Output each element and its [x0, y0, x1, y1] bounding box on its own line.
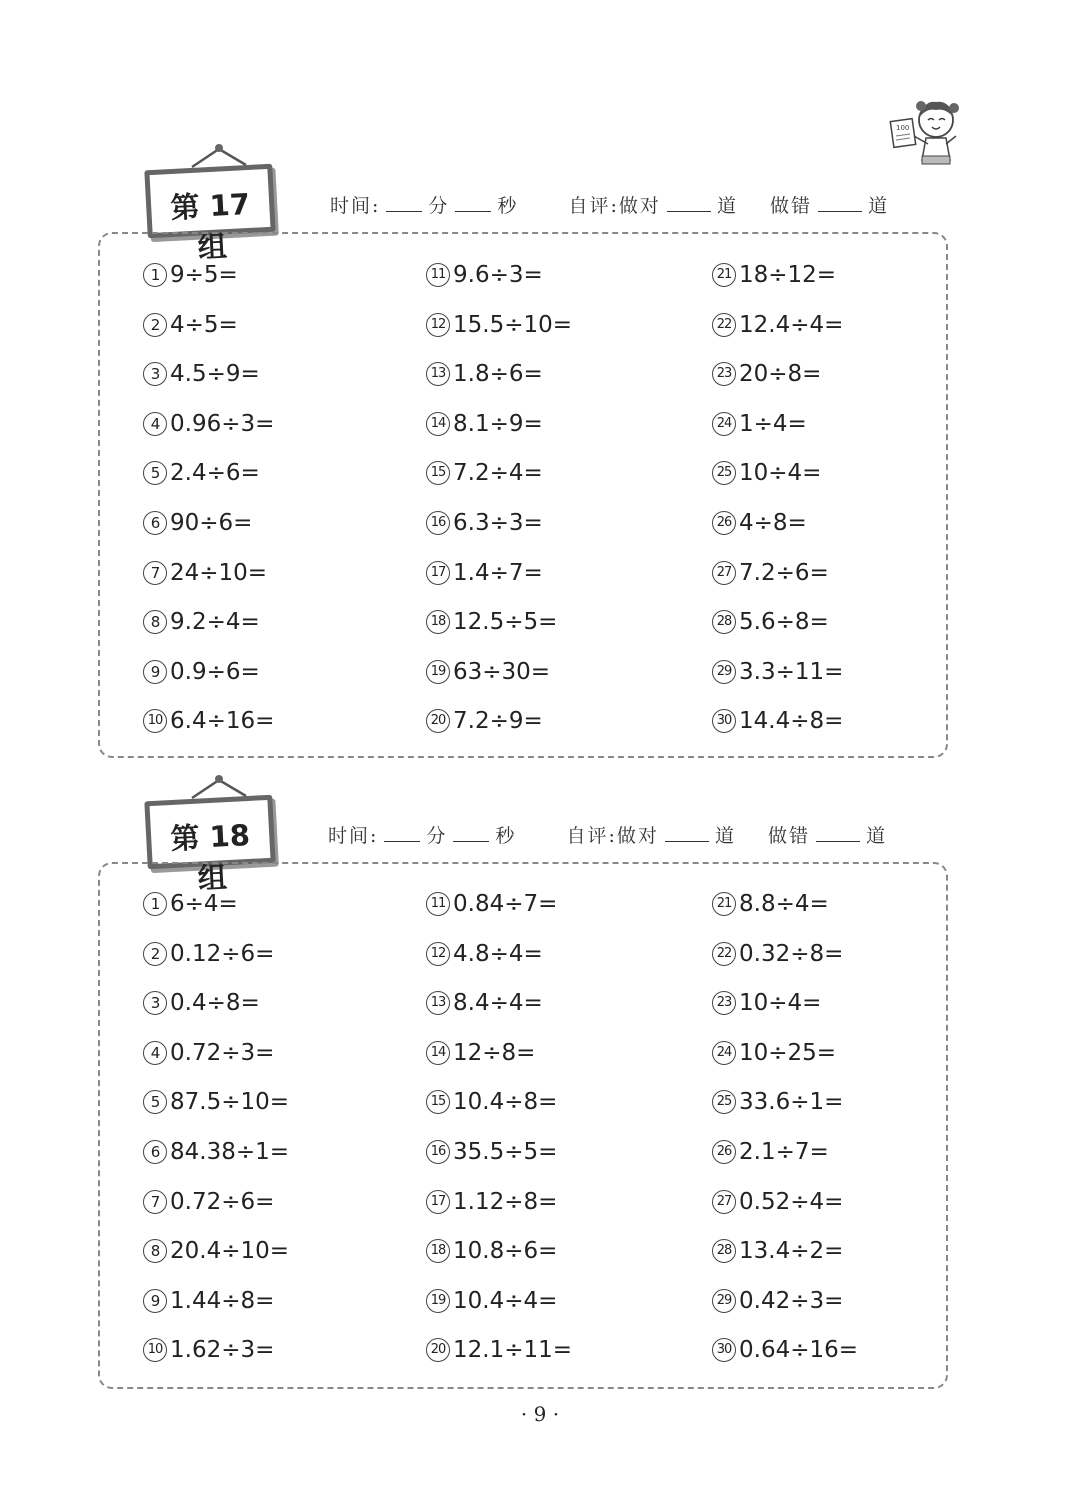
problem-item — [712, 1040, 836, 1066]
problem-expression: 0.9÷6= — [170, 658, 260, 685]
problem-number-circle: 12 — [426, 313, 450, 337]
problem-expression: 14.4÷8= — [739, 708, 844, 735]
problem-number-circle: 17 — [426, 561, 450, 585]
problem-item — [143, 990, 260, 1016]
page-number: · 9 · — [520, 1402, 560, 1426]
problem-item — [712, 891, 829, 917]
problem-expression: 1.4÷7= — [453, 559, 543, 586]
group-18-header — [328, 821, 887, 848]
problem-item — [712, 609, 829, 635]
problem-number-circle: 27 — [712, 561, 736, 585]
problem-expression: 1.44÷8= — [170, 1287, 275, 1314]
problem-item — [712, 460, 821, 486]
time-label: 时间: — [328, 825, 379, 847]
problem-expression: 3.3÷11= — [739, 658, 844, 685]
seconds-blank[interactable] — [455, 197, 491, 212]
problem-expression: 0.32÷8= — [739, 940, 844, 967]
problem-number-circle: 6 — [143, 1140, 167, 1164]
problem-expression: 9.6÷3= — [453, 262, 543, 288]
problem-expression: 8.8÷4= — [739, 891, 829, 917]
problem-number-circle: 22 — [712, 942, 736, 966]
problem-item — [426, 560, 543, 586]
problem-item — [712, 1189, 843, 1215]
problem-number-circle: 27 — [712, 1190, 736, 1214]
problem-item — [143, 659, 260, 685]
second-label: 秒 — [495, 825, 517, 847]
problem-expression: 24÷10= — [170, 559, 268, 586]
problem-expression: 10÷4= — [739, 460, 822, 487]
problem-number-circle: 26 — [712, 1140, 736, 1164]
problem-number-circle: 1 — [143, 892, 167, 916]
problem-expression: 15.5÷10= — [453, 311, 573, 338]
problem-item — [712, 560, 829, 586]
problem-item — [426, 361, 543, 387]
problem-item — [426, 990, 543, 1016]
self-eval-label: 自评:做对 — [566, 825, 659, 847]
problem-number-circle: 24 — [712, 1041, 736, 1065]
problem-item — [426, 1337, 572, 1363]
time-label: 时间: — [330, 195, 381, 217]
problem-number-circle: 25 — [712, 1090, 736, 1114]
problem-item — [426, 891, 557, 917]
problem-item — [712, 990, 821, 1016]
problem-expression: 10.4÷8= — [453, 1089, 558, 1116]
problem-item — [426, 1139, 557, 1165]
problem-item — [143, 361, 260, 387]
problem-expression: 4.5÷9= — [170, 361, 260, 388]
problem-expression: 35.5÷5= — [453, 1139, 558, 1165]
problem-expression: 12÷8= — [453, 1039, 536, 1066]
problem-item — [712, 1139, 829, 1165]
problem-item — [426, 609, 557, 635]
problem-expression: 84.38÷1= — [170, 1139, 290, 1165]
mascot-board-text: 100 — [896, 124, 910, 132]
problem-number-circle: 13 — [426, 991, 450, 1015]
problem-item — [426, 708, 543, 734]
group-title: 第 18 组 — [169, 817, 251, 896]
problem-expression: 7.2÷4= — [453, 460, 543, 487]
problem-number-circle: 3 — [143, 991, 167, 1015]
second-label: 秒 — [497, 195, 519, 217]
problem-item — [712, 941, 843, 967]
problem-item — [426, 1189, 557, 1215]
problem-expression: 10÷25= — [739, 1039, 837, 1066]
problem-item — [143, 1089, 289, 1115]
problem-number-circle: 7 — [143, 561, 167, 585]
problem-expression: 87.5÷10= — [170, 1089, 290, 1116]
problem-item — [426, 411, 543, 437]
problem-expression: 0.84÷7= — [453, 891, 558, 917]
unit-label: 道 — [716, 195, 738, 217]
problem-number-circle: 16 — [426, 511, 450, 535]
problem-number-circle: 29 — [712, 1289, 736, 1313]
problem-number-circle: 21 — [712, 892, 736, 916]
unit-label: 道 — [714, 825, 736, 847]
problem-expression: 1÷4= — [739, 410, 807, 437]
problem-item — [143, 560, 267, 586]
problem-expression: 12.4÷4= — [739, 311, 844, 338]
problem-item — [426, 1089, 557, 1115]
problem-number-circle: 17 — [426, 1190, 450, 1214]
problem-number-circle: 20 — [426, 709, 450, 733]
problem-number-circle: 9 — [143, 1289, 167, 1313]
problem-expression: 4÷5= — [170, 311, 238, 338]
problem-number-circle: 19 — [426, 1289, 450, 1313]
problem-item — [143, 1288, 274, 1314]
problem-expression: 2.1÷7= — [739, 1139, 829, 1165]
problem-number-circle: 26 — [712, 511, 736, 535]
problem-number-circle: 21 — [712, 263, 736, 287]
problem-number-circle: 12 — [426, 942, 450, 966]
problem-number-circle: 29 — [712, 660, 736, 684]
unit-label: 道 — [868, 195, 890, 217]
problem-expression: 9.2÷4= — [170, 609, 260, 636]
problem-item — [712, 1238, 843, 1264]
problem-expression: 1.12÷8= — [453, 1188, 558, 1215]
problem-item — [426, 262, 543, 288]
problem-expression: 12.5÷5= — [453, 609, 558, 636]
minute-label: 分 — [426, 825, 448, 847]
problem-expression: 20.4÷10= — [170, 1238, 290, 1265]
problem-item — [712, 1089, 843, 1115]
problem-number-circle: 30 — [712, 1338, 736, 1362]
wrong-label: 做错 — [768, 825, 811, 847]
problem-item — [143, 262, 238, 288]
seconds-blank[interactable] — [453, 827, 489, 842]
problem-expression: 0.64÷16= — [739, 1337, 859, 1364]
problem-number-circle: 10 — [143, 1338, 167, 1362]
problem-number-circle: 20 — [426, 1338, 450, 1362]
problem-expression: 6.4÷16= — [170, 708, 275, 735]
problem-expression: 12.1÷11= — [453, 1337, 573, 1364]
problem-expression: 0.4÷8= — [170, 990, 260, 1017]
problem-item — [712, 1337, 858, 1363]
problem-item — [426, 510, 543, 536]
problem-item — [426, 941, 543, 967]
problem-number-circle: 2 — [143, 942, 167, 966]
problem-number-circle: 11 — [426, 892, 450, 916]
problem-item — [143, 1139, 289, 1165]
wrong-count-blank[interactable] — [818, 197, 862, 212]
problem-item — [143, 510, 252, 536]
problem-expression: 20÷8= — [739, 361, 822, 388]
problem-number-circle: 7 — [143, 1190, 167, 1214]
problem-number-circle: 3 — [143, 362, 167, 386]
problem-number-circle: 2 — [143, 313, 167, 337]
problem-expression: 9÷5= — [170, 262, 238, 288]
problem-expression: 0.96÷3= — [170, 410, 275, 437]
problem-expression: 63÷30= — [453, 658, 551, 685]
problem-item — [712, 411, 807, 437]
problem-expression: 8.4÷4= — [453, 990, 543, 1017]
problem-expression: 1.62÷3= — [170, 1337, 275, 1364]
problem-expression: 0.12÷6= — [170, 940, 275, 967]
problem-expression: 8.1÷9= — [453, 410, 543, 437]
problem-expression: 6.3÷3= — [453, 510, 543, 536]
problem-number-circle: 22 — [712, 313, 736, 337]
problem-number-circle: 28 — [712, 610, 736, 634]
problem-item — [143, 1337, 274, 1363]
problem-expression: 10.8÷6= — [453, 1238, 558, 1265]
problem-item — [712, 510, 807, 536]
problem-number-circle: 14 — [426, 412, 450, 436]
problem-number-circle: 4 — [143, 1041, 167, 1065]
problem-expression: 0.52÷4= — [739, 1188, 844, 1215]
problem-item — [426, 1238, 557, 1264]
problem-number-circle: 18 — [426, 610, 450, 634]
group-title-sign — [146, 798, 276, 896]
problem-expression: 0.42÷3= — [739, 1287, 844, 1314]
problem-expression: 10.4÷4= — [453, 1287, 558, 1314]
problem-item — [712, 312, 843, 338]
problem-number-circle: 11 — [426, 263, 450, 287]
problem-number-circle: 10 — [143, 709, 167, 733]
problem-number-circle: 30 — [712, 709, 736, 733]
problem-item — [426, 659, 550, 685]
problem-item — [143, 460, 260, 486]
problem-expression: 1.8÷6= — [453, 361, 543, 388]
unit-label: 道 — [866, 825, 888, 847]
problem-item — [426, 1288, 557, 1314]
problem-number-circle: 23 — [712, 991, 736, 1015]
problem-item — [712, 708, 843, 734]
wrong-count-blank[interactable] — [816, 827, 860, 842]
problem-expression: 4÷8= — [739, 510, 807, 536]
problem-expression: 13.4÷2= — [739, 1238, 844, 1265]
problem-item — [143, 708, 274, 734]
group-title: 第 17 组 — [169, 186, 251, 265]
problem-item — [143, 941, 274, 967]
problem-item — [143, 312, 238, 338]
problem-expression: 4.8÷4= — [453, 940, 543, 967]
problem-number-circle: 18 — [426, 1239, 450, 1263]
wrong-label: 做错 — [770, 195, 813, 217]
girl-holding-board-icon — [888, 96, 968, 168]
problem-number-circle: 19 — [426, 660, 450, 684]
problem-item — [143, 891, 238, 917]
problem-item — [712, 361, 821, 387]
problem-number-circle: 23 — [712, 362, 736, 386]
group-17-header — [330, 191, 889, 218]
problem-number-circle: 14 — [426, 1041, 450, 1065]
minutes-blank[interactable] — [384, 827, 420, 842]
self-eval-label: 自评:做对 — [568, 195, 661, 217]
problem-item — [426, 312, 572, 338]
problem-number-circle: 15 — [426, 1090, 450, 1114]
problem-item — [712, 262, 836, 288]
problem-item — [143, 411, 274, 437]
group-title-sign — [146, 167, 276, 265]
problem-number-circle: 15 — [426, 461, 450, 485]
problem-expression: 18÷12= — [739, 262, 837, 288]
problem-number-circle: 25 — [712, 461, 736, 485]
problem-expression: 33.6÷1= — [739, 1089, 844, 1116]
problem-number-circle: 24 — [712, 412, 736, 436]
problem-number-circle: 9 — [143, 660, 167, 684]
problem-expression: 10÷4= — [739, 990, 822, 1017]
problem-number-circle: 4 — [143, 412, 167, 436]
problem-item — [143, 1189, 274, 1215]
problem-number-circle: 6 — [143, 511, 167, 535]
problem-item — [426, 460, 543, 486]
problem-expression: 7.2÷6= — [739, 559, 829, 586]
problem-number-circle: 13 — [426, 362, 450, 386]
problem-expression: 2.4÷6= — [170, 460, 260, 487]
correct-count-blank[interactable] — [665, 827, 709, 842]
problem-number-circle: 5 — [143, 461, 167, 485]
problem-item — [143, 1040, 274, 1066]
problem-item — [143, 1238, 289, 1264]
minute-label: 分 — [428, 195, 450, 217]
problem-item — [712, 659, 843, 685]
problem-expression: 7.2÷9= — [453, 708, 543, 735]
problem-number-circle: 16 — [426, 1140, 450, 1164]
problem-number-circle: 1 — [143, 263, 167, 287]
problem-number-circle: 8 — [143, 610, 167, 634]
problem-number-circle: 5 — [143, 1090, 167, 1114]
problem-item — [426, 1040, 535, 1066]
problem-expression: 5.6÷8= — [739, 609, 829, 636]
minutes-blank[interactable] — [386, 197, 422, 212]
problem-expression: 90÷6= — [170, 510, 253, 536]
problem-expression: 0.72÷3= — [170, 1039, 275, 1066]
problem-number-circle: 8 — [143, 1239, 167, 1263]
problem-item — [712, 1288, 843, 1314]
problem-expression: 0.72÷6= — [170, 1188, 275, 1215]
correct-count-blank[interactable] — [667, 197, 711, 212]
problem-number-circle: 28 — [712, 1239, 736, 1263]
problem-item — [143, 609, 260, 635]
problem-expression: 6÷4= — [170, 891, 238, 917]
